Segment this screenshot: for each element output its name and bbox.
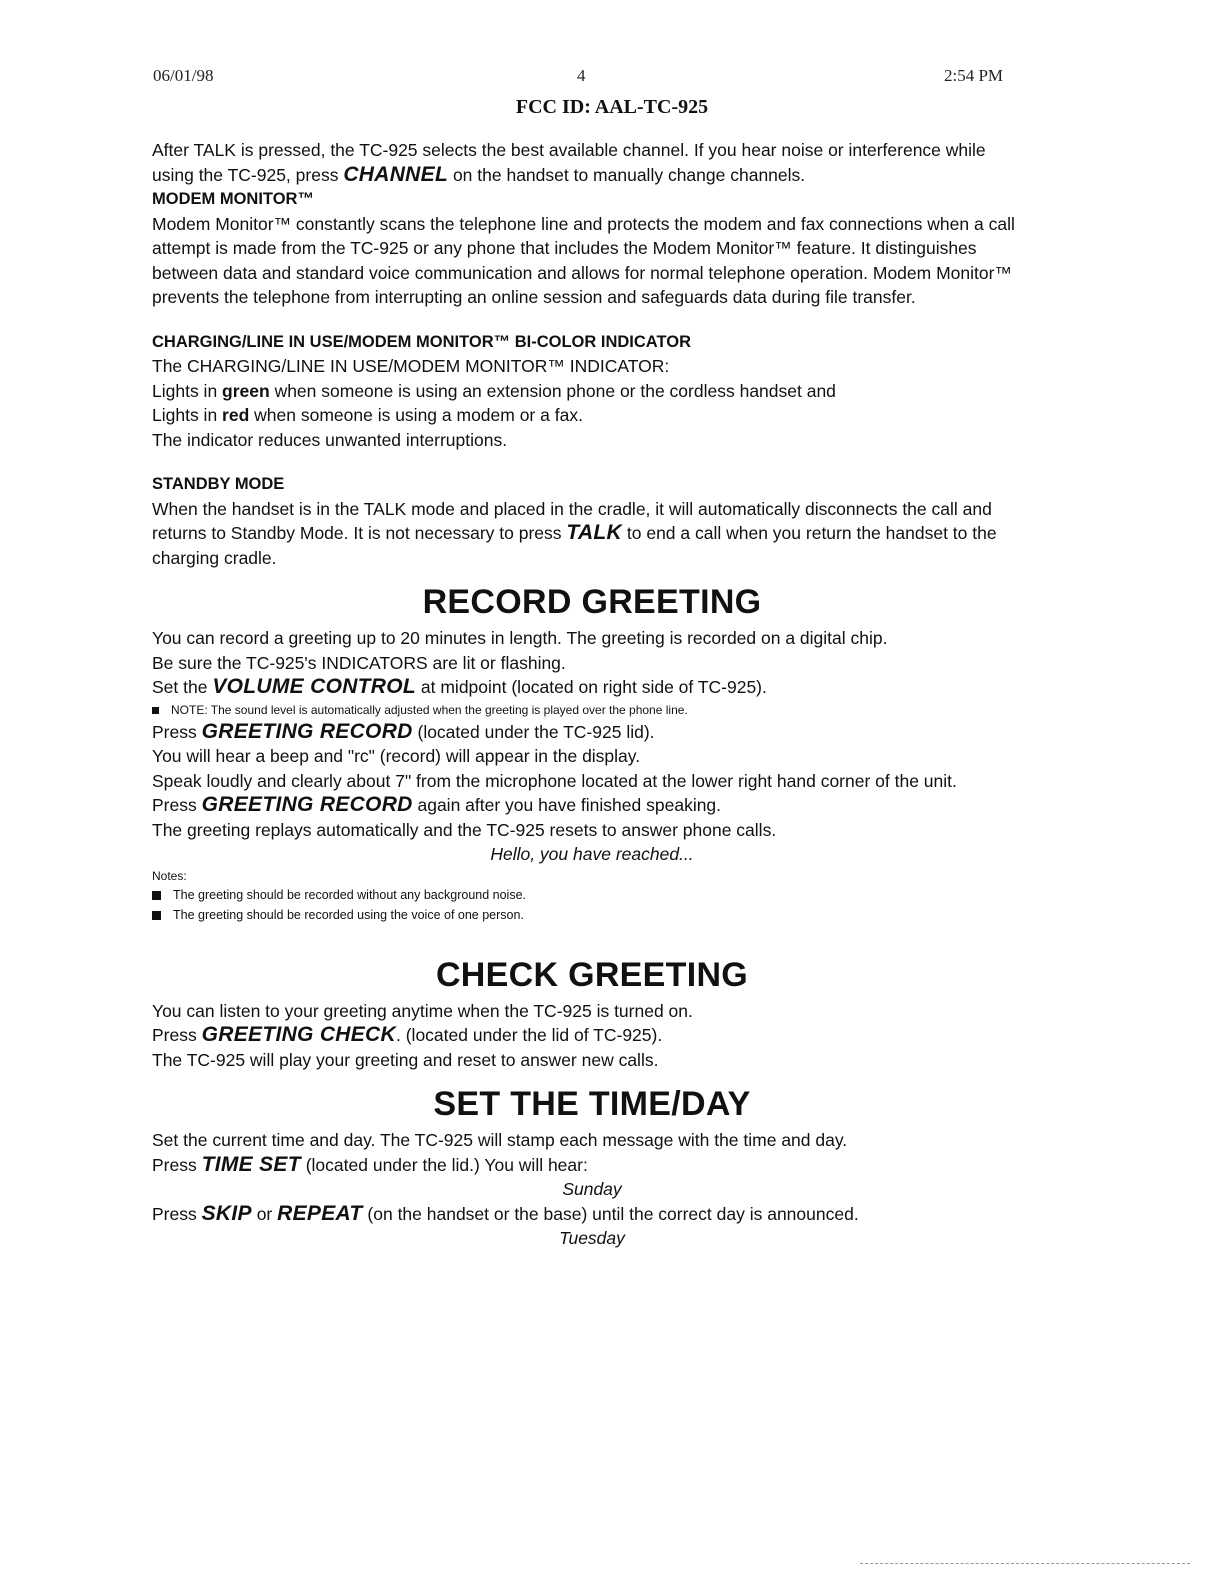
press2-post: again after you have finished speaking. (412, 795, 722, 815)
intro-paragraph (152, 138, 1032, 187)
greeting-record-key-2: GREETING RECORD (201, 793, 413, 816)
standby-heading: STANDBY MODE (152, 475, 285, 493)
indicator-heading: CHARGING/LINE IN USE/MODEM MONITOR™ BI-COLOR INDICATOR (152, 332, 691, 351)
fcc-id-title: FCC ID: AAL-TC-925 (515, 96, 709, 118)
press2-pre: Press (152, 795, 202, 815)
intro-text-1: After TALK is pressed, the TC-925 selects the best available channel. If you hear noise or interference while using the TC-925, press (152, 140, 986, 185)
square-bullet-icon (152, 911, 161, 920)
press1-post: (located under the TC-925 lid). (412, 721, 655, 742)
red-word: red (222, 405, 250, 425)
volume-note (152, 700, 1032, 720)
check-line-1: You can listen to your greeting anytime when the TC-925 is turned on. (152, 1000, 693, 1021)
check-press-post: . (located under the lid of TC-925). (396, 1025, 663, 1045)
day-announcement-1: Sunday (562, 1179, 622, 1199)
sample-greeting: Hello, you have reached... (490, 844, 694, 864)
skip-press-pre: Press (152, 1203, 202, 1224)
press-check-line (152, 1023, 1032, 1048)
indicator-line-4: The indicator reduces unwanted interruptions. (152, 429, 508, 450)
standby-section (152, 472, 1032, 570)
indicator-line-1: The CHARGING/LINE IN USE/MODEM MONITOR™ INDICATOR: (152, 356, 670, 376)
header-page-number: 4 (577, 66, 586, 85)
red-pre: Lights in (152, 405, 223, 425)
beep-line: You will hear a beep and "rc" (record) will appear in the display. (152, 746, 641, 766)
check-greeting-section (152, 999, 1032, 1073)
header-date: 06/01/98 (153, 66, 214, 85)
modem-monitor-heading: MODEM MONITOR™ (152, 190, 314, 208)
square-bullet-icon (152, 891, 161, 900)
repeat-key: REPEAT (277, 1201, 363, 1225)
scan-artifact-line (860, 1563, 1190, 1566)
volume-post: at midpoint (located on right side of TC-925). (416, 677, 767, 697)
green-pre: Lights in (152, 380, 223, 401)
square-bullet-icon (152, 707, 159, 714)
header-time: 2:54 PM (944, 66, 1004, 85)
note-item-text: The greeting should be recorded without any background noise. (173, 887, 527, 902)
press-record-line (152, 720, 1032, 745)
time-press-post: (located under the lid.) You will hear: (300, 1154, 588, 1175)
day-announcement-2: Tuesday (559, 1228, 625, 1248)
volume-note-text: NOTE: The sound level is automatically adjusted when the greeting is played over the phone line. (171, 702, 688, 717)
volume-line (152, 675, 1032, 700)
replay-line: The greeting replays automatically and the TC-925 resets to answer phone calls. (152, 819, 777, 840)
speak-line: Speak loudly and clearly about 7" from the microphone located at the lower right hand corner of the unit. (152, 770, 957, 791)
record-greeting-section (152, 626, 1032, 925)
green-word: green (222, 380, 270, 401)
volume-pre: Set the (152, 677, 213, 697)
check-press-pre: Press (152, 1025, 202, 1045)
press1-pre: Press (152, 721, 202, 742)
skip-key: SKIP (201, 1201, 252, 1225)
indicator-green-line (152, 379, 1032, 404)
time-press-pre: Press (152, 1154, 202, 1175)
standby-text-2: to end a call when you return the handset to the charging cradle. (152, 523, 997, 568)
volume-control-key: VOLUME CONTROL (212, 675, 417, 698)
greeting-check-key: GREETING CHECK (201, 1023, 396, 1046)
intro-text-2: on the handset to manually change channels. (448, 164, 806, 185)
skip-or: or (251, 1203, 278, 1224)
talk-key: TALK (566, 521, 623, 544)
press-skip-repeat-line (152, 1202, 1032, 1227)
set-time-title: SET THE TIME/DAY (433, 1085, 751, 1123)
red-post: when someone is using a modem or a fax. (249, 405, 583, 425)
modem-monitor-section (152, 187, 1032, 310)
indicator-red-line (152, 403, 1032, 428)
standby-text-1: When the handset is in the TALK mode and placed in the cradle, it will automatically disconnects the call and returns to Standby Mode. It is not necessary to press (152, 498, 992, 543)
record-line-1: You can record a greeting up to 20 minutes in length. The greeting is recorded on a digital chip. (152, 628, 888, 648)
record-line-2: Be sure the TC-925's INDICATORS are lit or flashing. (152, 652, 566, 673)
greeting-record-key: GREETING RECORD (201, 719, 413, 743)
press-time-set-line (152, 1153, 1032, 1178)
notes-label: Notes: (152, 868, 187, 883)
set-time-section (152, 1128, 1032, 1251)
indicator-section (152, 330, 1032, 453)
time-set-key: TIME SET (201, 1152, 301, 1176)
green-post: when someone is using an extension phone or the cordless handset and (269, 380, 836, 401)
set-time-line-1: Set the current time and day. The TC-925 will stamp each message with the time and day. (152, 1130, 848, 1150)
press-record-again-line (152, 793, 1032, 818)
check-line-3: The TC-925 will play your greeting and reset to answer new calls. (152, 1049, 659, 1070)
document-body (152, 138, 1032, 1251)
note-item (152, 905, 1032, 925)
record-greeting-title: RECORD GREETING (422, 583, 762, 621)
check-greeting-title: CHECK GREETING (435, 955, 749, 994)
standby-body (152, 497, 1032, 571)
channel-key: CHANNEL (343, 162, 449, 186)
note-item (152, 885, 1032, 905)
modem-monitor-body: Modem Monitor™ constantly scans the telephone line and protects the modem and fax connections when a call attempt is made from the TC-925 or any phone that includes the Modem Monitor™ feature. It distinguishes between data and standard voice communication and allows for normal telephone operation. Modem Monitor™ prevents the telephone from interrupting an online session and safeguards data during file transfer. (152, 213, 1015, 307)
skip-press-post: (on the handset or the base) until the correct day is announced. (362, 1203, 859, 1224)
note-item-text: The greeting should be recorded using the voice of one person. (173, 907, 524, 922)
